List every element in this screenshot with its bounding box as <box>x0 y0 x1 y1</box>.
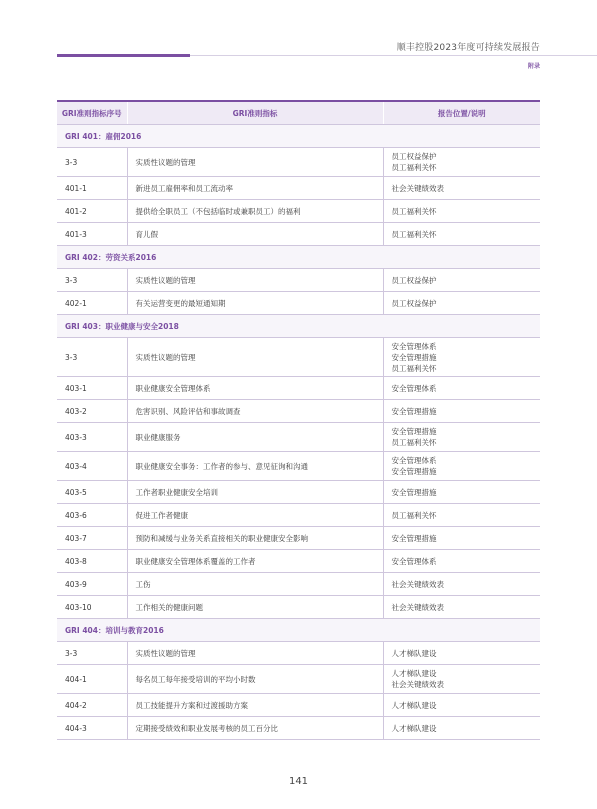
group-title: GRI 401：雇佣2016 <box>57 125 540 148</box>
table-row <box>57 377 540 400</box>
report-location-line: 安全管理措施 <box>391 406 437 416</box>
report-location-line: 人才梯队建设 <box>391 669 437 678</box>
indicator-description: 提供给全职员工（不包括临时或兼职员工）的福利 <box>127 200 383 223</box>
report-location-line: 员工福利关怀 <box>391 363 437 373</box>
table-row <box>57 481 540 504</box>
table-row <box>57 504 540 527</box>
report-title: 顺丰控股2023年度可持续发展报告 <box>396 43 540 53</box>
indicator-description: 新进员工雇佣率和员工流动率 <box>127 177 383 200</box>
indicator-code: 404-2 <box>57 694 127 717</box>
table-row <box>57 550 540 573</box>
report-location-line: 安全管理措施 <box>391 467 437 476</box>
report-location-line: 员工权益保护 <box>391 275 437 285</box>
report-location-line: 安全管理体系 <box>391 341 437 351</box>
report-location-line: 人才梯队建设 <box>391 723 437 733</box>
report-location <box>383 400 540 423</box>
report-location-line: 社会关键绩效表 <box>391 680 444 689</box>
table-group-row <box>57 315 540 338</box>
table-row <box>57 148 540 177</box>
report-location <box>383 377 540 400</box>
report-location <box>383 269 540 292</box>
report-location-line: 安全管理体系 <box>391 383 437 393</box>
section-label: 附录 <box>527 63 540 70</box>
indicator-description: 定期接受绩效和职业发展考核的员工百分比 <box>127 717 383 740</box>
table-row <box>57 694 540 717</box>
table-row <box>57 642 540 665</box>
indicator-description: 工伤 <box>127 573 383 596</box>
report-location <box>383 452 540 481</box>
report-location <box>383 423 540 452</box>
table-row <box>57 423 540 452</box>
table-group-row <box>57 246 540 269</box>
report-location-line: 员工福利关怀 <box>391 206 437 216</box>
indicator-description: 职业健康服务 <box>127 423 383 452</box>
indicator-description: 工作相关的健康问题 <box>127 596 383 619</box>
report-location-line: 人才梯队建设 <box>391 700 437 710</box>
table-row <box>57 269 540 292</box>
indicator-code: 403-3 <box>57 423 127 452</box>
group-title: GRI 402：劳资关系2016 <box>57 246 540 269</box>
report-location <box>383 292 540 315</box>
report-location <box>383 338 540 377</box>
report-location-line: 安全管理措施 <box>391 427 437 436</box>
indicator-code: 402-1 <box>57 292 127 315</box>
table-row <box>57 223 540 246</box>
indicator-code: 404-1 <box>57 665 127 694</box>
indicator-description: 职业健康安全管理体系覆盖的工作者 <box>127 550 383 573</box>
group-title: GRI 403：职业健康与安全2018 <box>57 315 540 338</box>
column-header-metric: GRI准则指标 <box>127 101 383 125</box>
table-group-row <box>57 619 540 642</box>
table-row <box>57 596 540 619</box>
indicator-description: 每名员工每年接受培训的平均小时数 <box>127 665 383 694</box>
report-location <box>383 717 540 740</box>
group-title: GRI 404：培训与教育2016 <box>57 619 540 642</box>
report-location <box>383 504 540 527</box>
report-location-line: 员工权益保护 <box>391 298 437 308</box>
table-header-row <box>57 101 540 125</box>
indicator-description: 危害识别、风险评估和事故调查 <box>127 400 383 423</box>
gri-index-table <box>57 100 540 740</box>
indicator-code: 404-3 <box>57 717 127 740</box>
indicator-code: 3-3 <box>57 338 127 377</box>
report-location-line: 社会关键绩效表 <box>391 183 444 193</box>
table-body <box>57 125 540 740</box>
report-location <box>383 573 540 596</box>
indicator-description: 实质性议题的管理 <box>127 148 383 177</box>
indicator-code: 403-2 <box>57 400 127 423</box>
report-location <box>383 200 540 223</box>
indicator-code: 401-3 <box>57 223 127 246</box>
report-location <box>383 550 540 573</box>
report-location-line: 社会关键绩效表 <box>391 602 444 612</box>
table-row <box>57 400 540 423</box>
indicator-description: 员工技能提升方案和过渡援助方案 <box>127 694 383 717</box>
indicator-code: 403-10 <box>57 596 127 619</box>
indicator-description: 有关运营变更的最短通知期 <box>127 292 383 315</box>
report-location-line: 安全管理措施 <box>391 352 437 362</box>
report-location <box>383 527 540 550</box>
indicator-code: 401-1 <box>57 177 127 200</box>
indicator-code: 403-1 <box>57 377 127 400</box>
indicator-code: 3-3 <box>57 269 127 292</box>
table-row <box>57 665 540 694</box>
indicator-description: 育儿假 <box>127 223 383 246</box>
header-accent-bar <box>57 54 190 57</box>
report-location <box>383 481 540 504</box>
indicator-description: 实质性议题的管理 <box>127 642 383 665</box>
indicator-description: 促进工作者健康 <box>127 504 383 527</box>
indicator-description: 预防和减缓与业务关系直接相关的职业健康安全影响 <box>127 527 383 550</box>
indicator-code: 403-5 <box>57 481 127 504</box>
report-location-line: 安全管理体系 <box>391 456 437 465</box>
report-location-line: 安全管理措施 <box>391 487 437 497</box>
report-location <box>383 642 540 665</box>
report-location-line: 人才梯队建设 <box>391 648 437 658</box>
indicator-description: 职业健康安全事务：工作者的参与、意见征询和沟通 <box>127 452 383 481</box>
report-location <box>383 148 540 177</box>
indicator-description: 工作者职业健康安全培训 <box>127 481 383 504</box>
report-location <box>383 694 540 717</box>
report-location <box>383 596 540 619</box>
report-location-line: 员工福利关怀 <box>391 163 437 172</box>
column-header-location: 报告位置/说明 <box>383 101 540 125</box>
report-location <box>383 223 540 246</box>
report-location <box>383 177 540 200</box>
indicator-code: 403-8 <box>57 550 127 573</box>
report-location-line: 社会关键绩效表 <box>391 579 444 589</box>
report-location-line: 员工福利关怀 <box>391 510 437 520</box>
page-number: 141 <box>288 776 309 787</box>
report-location-line: 员工福利关怀 <box>391 229 437 239</box>
table-row <box>57 717 540 740</box>
report-location-line: 员工福利关怀 <box>391 438 437 447</box>
column-header-code: GRI准则指标序号 <box>57 101 127 125</box>
report-location-line: 员工权益保护 <box>391 152 437 161</box>
indicator-code: 403-4 <box>57 452 127 481</box>
indicator-code: 403-7 <box>57 527 127 550</box>
indicator-code: 3-3 <box>57 642 127 665</box>
indicator-code: 403-6 <box>57 504 127 527</box>
table-row <box>57 573 540 596</box>
table-row <box>57 177 540 200</box>
table-row <box>57 527 540 550</box>
table-row <box>57 200 540 223</box>
indicator-description: 职业健康安全管理体系 <box>127 377 383 400</box>
indicator-description: 实质性议题的管理 <box>127 338 383 377</box>
table-row <box>57 452 540 481</box>
report-location-line: 安全管理措施 <box>391 533 437 543</box>
indicator-code: 401-2 <box>57 200 127 223</box>
table-row <box>57 292 540 315</box>
indicator-code: 403-9 <box>57 573 127 596</box>
table-row <box>57 338 540 377</box>
report-location-line: 安全管理体系 <box>391 556 437 566</box>
indicator-code: 3-3 <box>57 148 127 177</box>
table-group-row <box>57 125 540 148</box>
report-location <box>383 665 540 694</box>
indicator-description: 实质性议题的管理 <box>127 269 383 292</box>
